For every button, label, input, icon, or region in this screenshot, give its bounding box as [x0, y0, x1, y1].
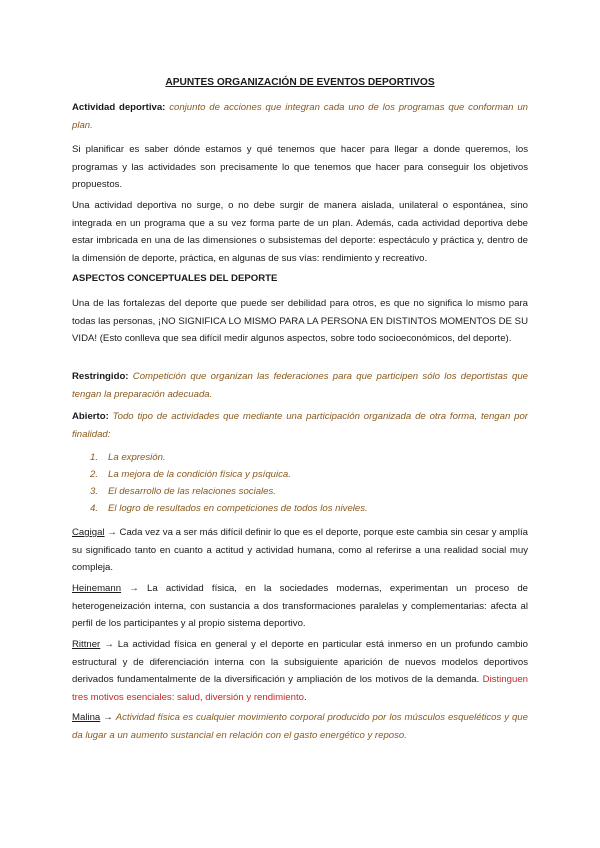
paragraph-planificar: Si planificar es saber dónde estamos y qué tenemos que hacer para llegar a donde queremos, los programas y las actividades son precisamente lo que tenemos que hacer para conseguir los objetivos propuestos. — [72, 144, 528, 191]
section-heading: ASPECTOS CONCEPTUALES DEL DEPORTE — [72, 273, 278, 284]
list-item: 2. La mejora de la condición física y psíquica. — [90, 469, 291, 480]
paragraph-heinemann: Heinemann → La actividad física, en la sociedades modernas, experimentan un proceso de heterogeneización interna, con sustancia a dos transformaciones paralelas y complementarias: afecta al perfil de los participantes y al propio sistema deportivo. — [72, 583, 528, 630]
finalidad-list — [90, 449, 530, 517]
definition-restringido: Competición que organizan las federaciones para que participen sólo los deportistas que tengan la preparación adecuada. — [72, 371, 529, 400]
definition-actividad-deportiva: conjunto de acciones que integran cada uno de los programas que conforman un plan. — [72, 102, 528, 131]
author-cagigal: Cagigal — [72, 527, 105, 538]
quote-cagigal: Cada vez va a ser más difícil definir lo que es el deporte, porque este cambia sin cesar y amplía su significado tanto en cuanto a actitud y actividad humana, como al referirse a una realidad social muy compleja. — [72, 527, 528, 574]
paragraph-rittner: Rittner → La actividad física en general y el deporte en particular está inmerso en un profundo cambio estructural y de diferenciación interna con la subsiguiente aparición de nuevos modelos deportivos derivados fundamentalmente de la diversificación y ampliación de los motivos de la demanda. Distinguen tres motivos esenciales: salud, diversión y rendimiento. — [72, 639, 528, 703]
quote-rittner: La actividad física en general y el deporte en particular está inmerso en un profundo cambio estructural y de diferenciación interna con la subsiguiente aparición de nuevos modelos deportivos derivados fundamentalmente de la diversificación y ampliación de los motivos de la demanda. — [72, 639, 528, 686]
term-actividad-deportiva: Actividad deportiva: — [72, 102, 166, 113]
paragraph-restringido — [72, 368, 528, 403]
term-restringido: Restringido: — [72, 371, 129, 382]
paragraph-malina: Malina → Actividad física es cualquier movimiento corporal producido por los músculos esqueléticos y que da lugar a un aumento sustancial en relación con el gasto energético y reposo. — [72, 712, 528, 741]
author-malina: Malina — [72, 712, 101, 723]
definition-abierto: Todo tipo de actividades que mediante una participación organizada de otra forma, tengan por finalidad: — [72, 411, 529, 440]
quote-heinemann: La actividad física, en la sociedades modernas, experimentan un proceso de heterogeneización interna, con sustancia a dos transformaciones paralelas y complementarias: afecta al perfil de los participantes y al propio sistema deportivo. — [72, 583, 528, 630]
highlight-rittner: Distinguen tres motivos esenciales: salud, diversión y rendimiento — [72, 674, 528, 703]
paragraph-fortalezas: Una de las fortalezas del deporte que puede ser debilidad para otros, es que no significa lo mismo para todas las personas, ¡NO SIGNIFICA LO MISMO PARA LA PERSONA EN DISTINTOS MOMENTOS DE SU VIDA! (Esto conlleva que sea difícil medir algunos aspectos, sobre todo socioeconómicos, del deporte). — [72, 298, 528, 345]
list-item: 4. El logro de resultados en competiciones de todos los niveles. — [90, 503, 368, 514]
quote-malina: Actividad física es cualquier movimiento corporal producido por los músculos esqueléticos y que da lugar a un aumento sustancial en relación con el gasto energético y reposo. — [72, 712, 528, 741]
list-item: 3. El desarrollo de las relaciones sociales. — [90, 486, 276, 497]
paragraph-abierto — [72, 408, 528, 443]
author-heinemann: Heinemann — [72, 583, 122, 594]
document-title: APUNTES ORGANIZACIÓN DE EVENTOS DEPORTIVOS — [165, 77, 435, 88]
paragraph-cagigal: Cagigal → Cada vez va a ser más difícil definir lo que es el deporte, porque este cambia sin cesar y amplía su significado tanto en cuanto a actitud y actividad humana, como al referirse a una realidad social muy compleja. — [72, 527, 528, 574]
paragraph-actividad-integrada: Una actividad deportiva no surge, o no debe surgir de manera aislada, unilateral o espontánea, sino integrada en un programa que a su vez forma parte de un plan. Además, cada actividad deportiva debe estar imbricada en una de las dimensiones o subsistemas del deporte: espectáculo y práctica y, dentro de la dimensión de deporte, práctica, en algunas de sus vías: rendimiento y recreativo. — [72, 200, 528, 264]
paragraph-actividad-deportiva — [72, 99, 528, 134]
list-item: 1. La expresión. — [90, 452, 166, 463]
term-abierto: Abierto: — [72, 411, 109, 422]
author-rittner: Rittner — [72, 639, 101, 650]
